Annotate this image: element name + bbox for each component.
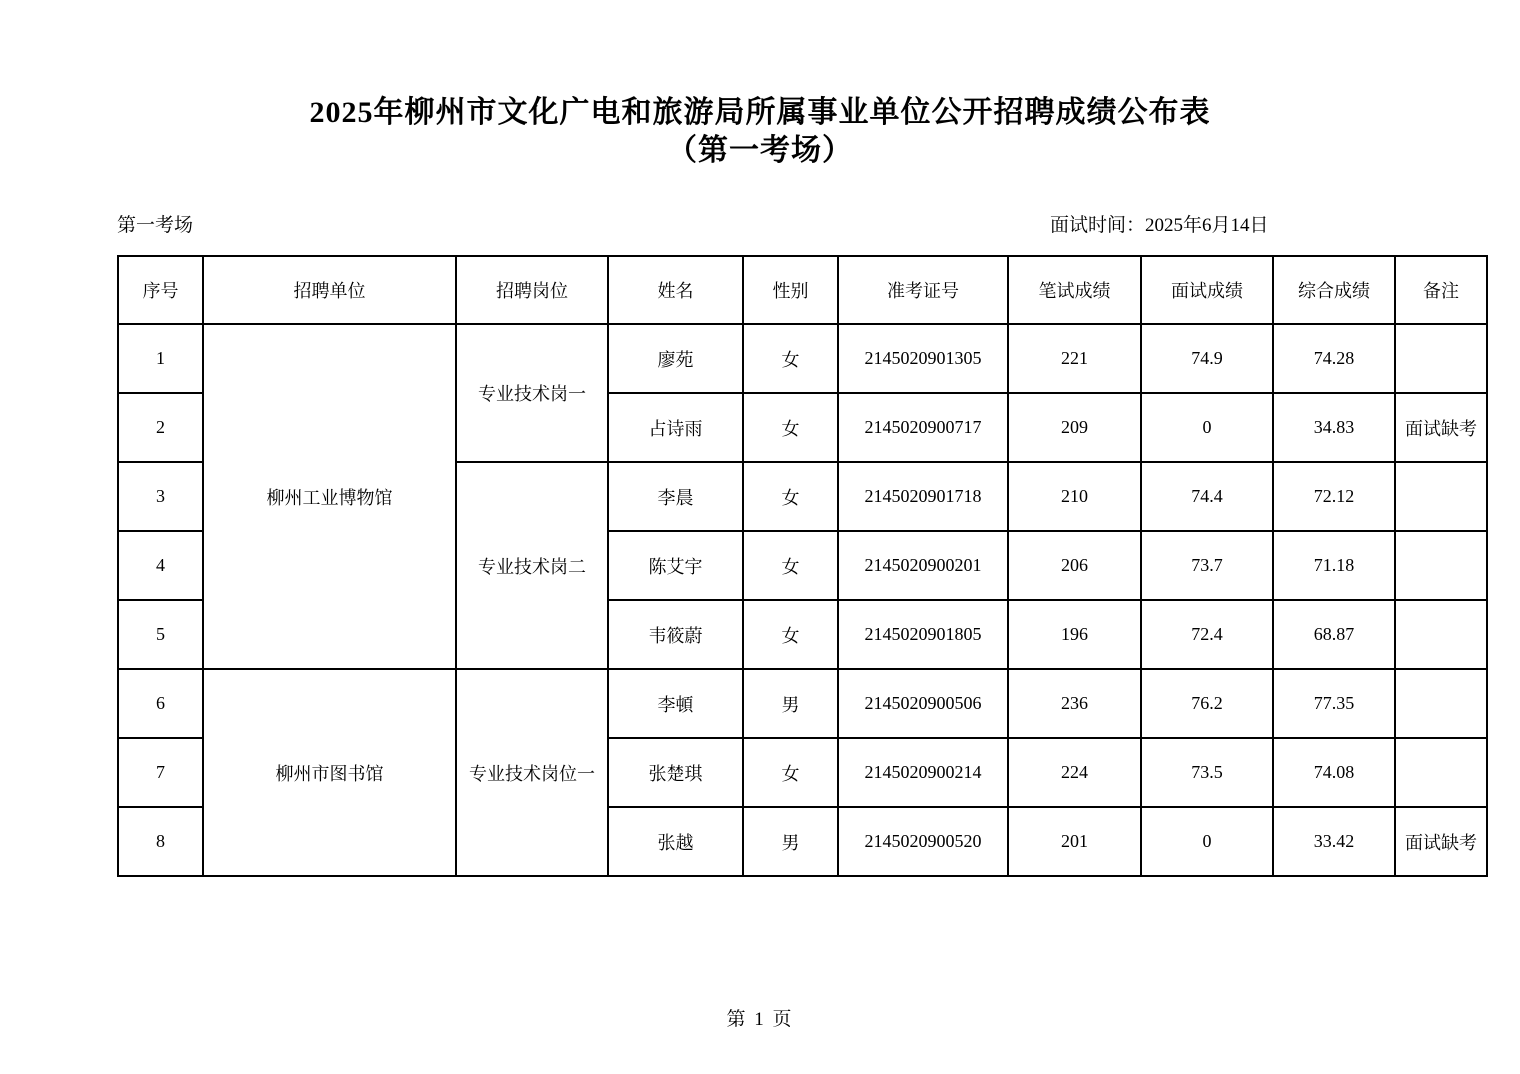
cell-remark: 面试缺考 xyxy=(1395,393,1487,462)
cell-unit: 柳州市图书馆 xyxy=(203,669,456,876)
cell-interview-score: 73.7 xyxy=(1141,531,1273,600)
cell-no: 3 xyxy=(118,462,203,531)
cell-gender: 男 xyxy=(743,669,838,738)
cell-overall-score: 77.35 xyxy=(1273,669,1395,738)
cell-name: 张楚琪 xyxy=(608,738,743,807)
cell-overall-score: 74.08 xyxy=(1273,738,1395,807)
cell-ticket: 2145020900506 xyxy=(838,669,1008,738)
cell-name: 韦筱蔚 xyxy=(608,600,743,669)
cell-name: 廖苑 xyxy=(608,324,743,393)
page-title-line1: 2025年柳州市文化广电和旅游局所属事业单位公开招聘成绩公布表 xyxy=(309,96,1211,129)
cell-ticket: 2145020901305 xyxy=(838,324,1008,393)
cell-remark xyxy=(1395,669,1487,738)
cell-unit: 柳州工业博物馆 xyxy=(203,324,456,669)
cell-interview-score: 74.4 xyxy=(1141,462,1273,531)
cell-ticket: 2145020900717 xyxy=(838,393,1008,462)
table-row xyxy=(118,669,1487,738)
cell-name: 占诗雨 xyxy=(608,393,743,462)
cell-remark xyxy=(1395,462,1487,531)
header-name: 姓名 xyxy=(608,256,743,324)
header-gender: 性别 xyxy=(743,256,838,324)
cell-name: 陈艾宇 xyxy=(608,531,743,600)
cell-gender: 女 xyxy=(743,600,838,669)
cell-gender: 女 xyxy=(743,738,838,807)
header-ticket: 准考证号 xyxy=(838,256,1008,324)
cell-overall-score: 71.18 xyxy=(1273,531,1395,600)
cell-gender: 女 xyxy=(743,531,838,600)
cell-no: 7 xyxy=(118,738,203,807)
cell-overall-score: 74.28 xyxy=(1273,324,1395,393)
cell-ticket: 2145020900201 xyxy=(838,531,1008,600)
cell-gender: 女 xyxy=(743,462,838,531)
header-unit: 招聘单位 xyxy=(203,256,456,324)
cell-no: 6 xyxy=(118,669,203,738)
cell-no: 2 xyxy=(118,393,203,462)
cell-name: 李晨 xyxy=(608,462,743,531)
cell-overall-score: 33.42 xyxy=(1273,807,1395,876)
cell-overall-score: 68.87 xyxy=(1273,600,1395,669)
cell-gender: 女 xyxy=(743,324,838,393)
cell-remark xyxy=(1395,531,1487,600)
cell-written-score: 224 xyxy=(1008,738,1141,807)
cell-written-score: 206 xyxy=(1008,531,1141,600)
score-table-body xyxy=(118,324,1487,876)
cell-overall-score: 34.83 xyxy=(1273,393,1395,462)
cell-no: 5 xyxy=(118,600,203,669)
cell-written-score: 210 xyxy=(1008,462,1141,531)
cell-post: 专业技术岗二 xyxy=(456,462,608,669)
cell-no: 8 xyxy=(118,807,203,876)
cell-overall-score: 72.12 xyxy=(1273,462,1395,531)
cell-ticket: 2145020900214 xyxy=(838,738,1008,807)
cell-ticket: 2145020900520 xyxy=(838,807,1008,876)
cell-written-score: 209 xyxy=(1008,393,1141,462)
header-remark: 备注 xyxy=(1395,256,1487,324)
cell-interview-score: 74.9 xyxy=(1141,324,1273,393)
header-written-score: 笔试成绩 xyxy=(1008,256,1141,324)
cell-no: 4 xyxy=(118,531,203,600)
cell-written-score: 236 xyxy=(1008,669,1141,738)
cell-ticket: 2145020901718 xyxy=(838,462,1008,531)
cell-ticket: 2145020901805 xyxy=(838,600,1008,669)
cell-name: 李頓 xyxy=(608,669,743,738)
venue-label: 第一考场 xyxy=(117,215,194,236)
cell-post: 专业技术岗位一 xyxy=(456,669,608,876)
cell-gender: 男 xyxy=(743,807,838,876)
header-interview-score: 面试成绩 xyxy=(1141,256,1273,324)
cell-remark xyxy=(1395,324,1487,393)
cell-interview-score: 0 xyxy=(1141,393,1273,462)
cell-post: 专业技术岗一 xyxy=(456,324,608,462)
page-title xyxy=(0,94,1520,170)
score-table xyxy=(117,255,1488,877)
cell-interview-score: 0 xyxy=(1141,807,1273,876)
interview-time-label: 面试时间：2025年6月14日 xyxy=(1050,215,1269,236)
page-title-line2: （第一考场） xyxy=(667,134,853,167)
cell-interview-score: 76.2 xyxy=(1141,669,1273,738)
cell-no: 1 xyxy=(118,324,203,393)
cell-written-score: 201 xyxy=(1008,807,1141,876)
cell-interview-score: 72.4 xyxy=(1141,600,1273,669)
header-row xyxy=(118,256,1487,324)
cell-remark xyxy=(1395,600,1487,669)
header-post: 招聘岗位 xyxy=(456,256,608,324)
cell-gender: 女 xyxy=(743,393,838,462)
cell-interview-score: 73.5 xyxy=(1141,738,1273,807)
cell-written-score: 221 xyxy=(1008,324,1141,393)
header-overall-score: 综合成绩 xyxy=(1273,256,1395,324)
header-no: 序号 xyxy=(118,256,203,324)
cell-name: 张越 xyxy=(608,807,743,876)
table-row xyxy=(118,324,1487,393)
cell-written-score: 196 xyxy=(1008,600,1141,669)
page-number: 第 1 页 xyxy=(726,1009,794,1030)
cell-remark xyxy=(1395,738,1487,807)
cell-remark: 面试缺考 xyxy=(1395,807,1487,876)
